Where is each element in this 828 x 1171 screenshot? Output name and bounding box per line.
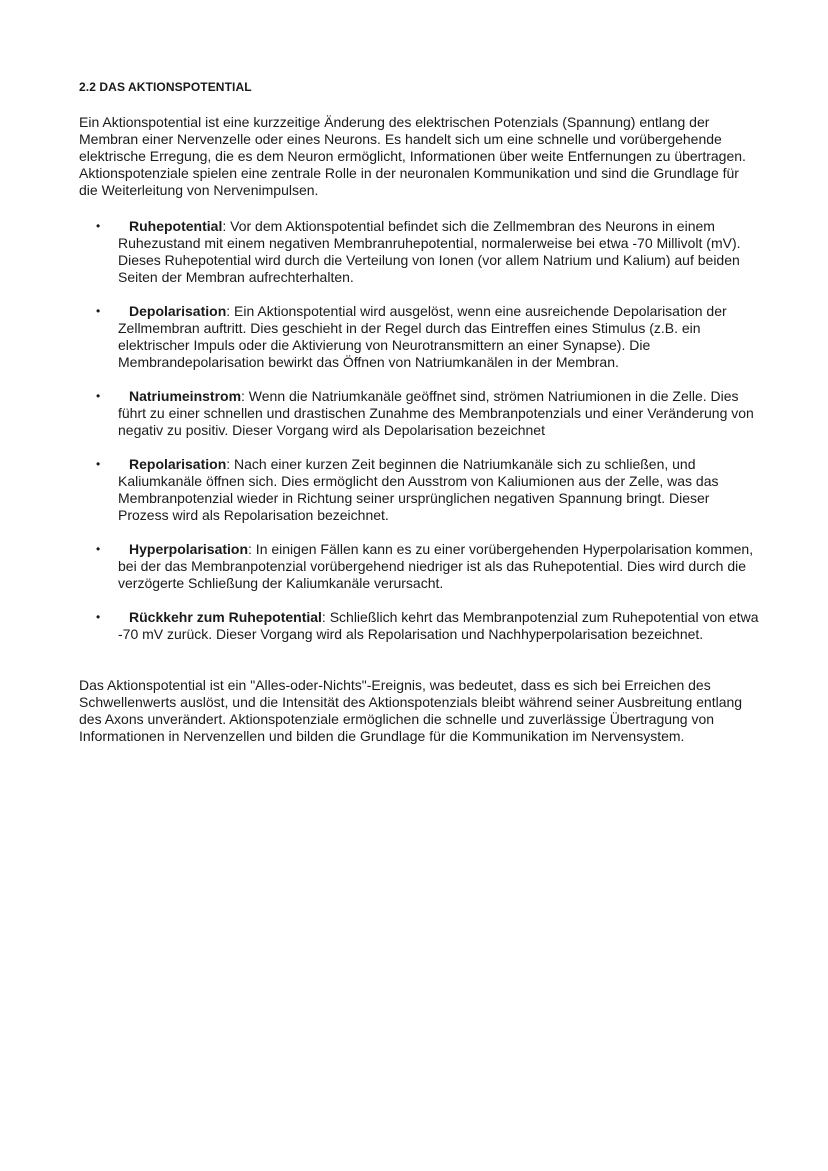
bullet-icon: • (96, 542, 101, 556)
list-item-text: : Nach einer kurzen Zeit beginnen die Natriumkanäle sich zu schließen, und Kaliumkanäle öffnen sich. Dies ermöglicht den Ausstrom von Kaliumionen aus der Zelle, was das Membranpotenzial wieder in Richtung seiner ursprünglichen negativen Spannung bringt. Dieser Prozess wird als Repolarisation bezeichnet. (118, 456, 719, 523)
list-item-text: : Vor dem Aktionspotential befindet sich die Zellmembran des Neurons in einem Ruhezustand mit einem negativen Membranruhepotential, normalerweise bei etwa -70 Millivolt (mV). Dieses Ruhepotential wird durch die Verteilung von Ionen (vor allem Natrium und Kalium) auf beiden Seiten der Membran aufrechterhalten. (118, 218, 741, 285)
list-item-term: Hyperpolarisation (129, 541, 249, 557)
list-item-term: Depolarisation (129, 303, 227, 319)
list-item-repolarisation (79, 456, 759, 524)
list-item-hyperpolarisation (79, 541, 759, 592)
list-item-term: Rückkehr zum Ruhepotential (129, 609, 322, 625)
list-item-term: Natriumeinstrom (129, 388, 242, 404)
intro-paragraph: Ein Aktionspotential ist eine kurzzeitige Änderung des elektrischen Potenzials (Spannung) entlang der Membran einer Nervenzelle oder eines Neurons. Es handelt sich um eine schnelle und vorübergehende elektrische Erregung, die es dem Neuron ermöglicht, Informationen über weite Entfernungen zu übertragen. Aktionspotenziale spielen eine zentrale Rolle in der neuronalen Kommunikation und sind die Grundlage für die Weiterleitung von Nervenimpulsen. (79, 114, 746, 198)
bullet-icon: • (96, 457, 101, 471)
list-item-text: : Ein Aktionspotential wird ausgelöst, wenn eine ausreichende Depolarisation der Zellmembran auftritt. Dies geschieht in der Regel durch das Eintreffen eines Stimulus (z.B. ein elektrischer Impuls oder die Aktivierung von Neurotransmittern an einer Synapse). Die Membrandepolarisation bewirkt das Öffnen von Natriumkanälen in der Membran. (118, 303, 727, 370)
bullet-icon: • (96, 304, 101, 318)
phase-list (79, 218, 759, 643)
document-page (79, 80, 759, 745)
list-item-text: : Wenn die Natriumkanäle geöffnet sind, strömen Natriumionen in die Zelle. Dies führt zu einer schnellen und drastischen Zunahme des Membranpotenzials und einer Veränderung von negativ zu positiv. Dieser Vorgang wird als Depolarisation bezeichnet (118, 388, 754, 438)
list-item-depolarisation (79, 303, 759, 371)
bullet-icon: • (96, 610, 101, 624)
list-item-rueckkehr (79, 609, 759, 643)
bullet-icon: • (96, 219, 101, 233)
list-item-text: : In einigen Fällen kann es zu einer vorübergehenden Hyperpolarisation kommen, bei der das Membranpotenzial vorübergehend niedriger ist als das Ruhepotential. Dies wird durch die verzögerte Schließung der Kaliumkanäle verursacht. (118, 541, 754, 591)
list-item-natriumeinstrom (79, 388, 759, 439)
list-item-term: Ruhepotential (129, 218, 223, 234)
outro-paragraph: Das Aktionspotential ist ein "Alles-oder-Nichts"-Ereignis, was bedeutet, dass es sich bei Erreichen des Schwellenwerts auslöst, und die Intensität des Aktionspotenzials bleibt während seiner Ausbreitung entlang des Axons unverändert. Aktionspotenziale ermöglichen die schnelle und zuverlässige Übertragung von Informationen in Nervenzellen und bilden die Grundlage für die Kommunikation im Nervensystem. (79, 677, 743, 744)
list-item-ruhepotential (79, 218, 759, 286)
section-heading: 2.2 DAS AKTIONSPOTENTIAL (79, 80, 252, 94)
bullet-icon: • (96, 389, 101, 403)
list-item-text: : Schließlich kehrt das Membranpotenzial zum Ruhepotential von etwa -70 mV zurück. Dieser Vorgang wird als Repolarisation und Nachhyperpolarisation bezeichnet. (118, 609, 759, 642)
list-item-term: Repolarisation (129, 456, 227, 472)
